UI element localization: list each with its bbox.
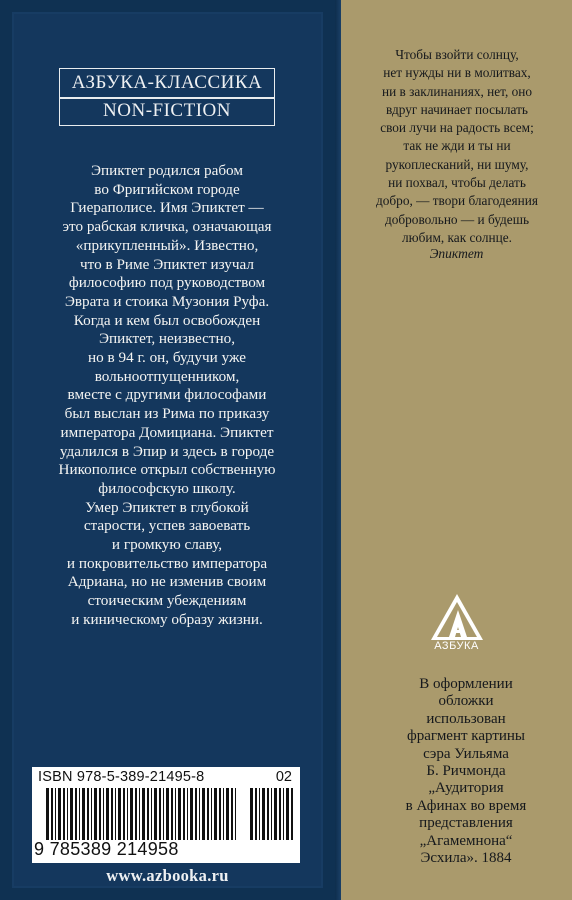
quote-line: рукоплесканий, ни шуму, <box>385 156 529 172</box>
barcode-bar <box>202 788 205 840</box>
barcode-bar <box>91 788 92 840</box>
barcode-bar <box>279 788 281 840</box>
barcode-bar <box>99 788 101 840</box>
series-name: АЗБУКА-КЛАССИКА <box>71 72 263 93</box>
barcode-bar <box>211 788 212 840</box>
credit-line: представления <box>419 815 513 832</box>
barcode-bar <box>187 788 188 840</box>
description-line: но в 94 г. он, будучи уже <box>88 349 246 367</box>
barcode-bar <box>271 788 272 840</box>
barcode-bar <box>115 788 116 840</box>
barcode-bar <box>154 788 157 840</box>
description-line: императора Домициана. Эпиктет <box>60 423 274 441</box>
barcode-bar <box>55 788 56 840</box>
barcode-bar <box>262 788 265 840</box>
barcode-bar <box>267 788 269 840</box>
credit-line: Эсхила». 1884 <box>420 850 512 867</box>
barcode-bar <box>58 788 61 840</box>
quote-line: добровольно — и будешь <box>384 211 530 227</box>
description-line: Гиераполисе. Имя Эпиктет — <box>70 199 264 217</box>
barcode-bar <box>190 788 193 840</box>
description-line: это рабская кличка, означающая <box>62 218 272 236</box>
barcode-addon-bars <box>250 788 294 840</box>
series-subtitle: NON-FICTION <box>103 100 231 121</box>
barcode-bar <box>70 788 73 840</box>
barcode-bar <box>63 788 65 840</box>
quote-line: вдруг начинает посылать <box>386 101 528 117</box>
description-line: Эпиктет родился рабом <box>91 162 243 179</box>
barcode-bar <box>214 788 217 840</box>
barcode-bar <box>111 788 113 840</box>
cover-art-credit <box>381 676 551 867</box>
barcode-bar <box>166 788 169 840</box>
series-label-box <box>59 68 275 126</box>
credit-line: Б. Ричмонда <box>426 763 506 780</box>
barcode-bar <box>79 788 80 840</box>
book-description <box>22 162 312 630</box>
barcode-bar <box>94 788 97 840</box>
description-line: «прикупленный». Известно, <box>75 236 259 254</box>
barcode-bar <box>151 788 152 840</box>
series-divider <box>60 97 274 99</box>
barcode-digits: 9 785389 214958 <box>34 839 179 859</box>
barcode-bar <box>199 788 200 840</box>
quote-line: так не жди и ты ни <box>403 138 511 154</box>
description-line: Умер Эпиктет в глубокой <box>85 498 249 516</box>
description-line: и покровительство императора <box>66 554 268 572</box>
barcode-bar <box>103 788 104 840</box>
publisher-website: www.azbooka.ru <box>106 866 229 885</box>
barcode-bar <box>219 788 221 840</box>
description-line: что в Риме Эпиктет изучал <box>80 255 254 273</box>
credit-line: сэра Уильяма <box>423 745 509 762</box>
barcode-bar <box>135 788 137 840</box>
quote-line: добро, — твори благодеяния <box>376 193 538 209</box>
barcode-bar <box>291 788 293 840</box>
description-line: философскую школу. <box>98 479 236 497</box>
credit-line: „Агамемнона“ <box>419 832 513 849</box>
credit-line: в Афинах во время <box>405 797 527 814</box>
credit-line: обложки <box>438 693 494 710</box>
barcode-bar <box>175 788 176 840</box>
quote-line: ни похвал, чтобы делать <box>388 175 526 191</box>
barcode-bar <box>163 788 164 840</box>
quote-line: ни в заклинаниях, нет, оно <box>381 83 533 99</box>
barcode-bar <box>51 788 53 840</box>
barcode-bar <box>46 788 49 840</box>
barcode-bar <box>226 788 229 840</box>
description-line: Когда и кем был освобожден <box>73 311 261 329</box>
quote-line: Чтобы взойти солнцу, <box>395 47 519 62</box>
quote-line: свои лучи на радость всем; <box>380 120 534 136</box>
description-line: Эврата и стоика Музония Руфа. <box>64 292 270 310</box>
barcode-bar <box>118 788 121 840</box>
barcode-bar <box>231 788 233 840</box>
quote-line: любим, как солнце. <box>402 229 512 245</box>
credit-line: использован <box>426 710 506 727</box>
barcode-bar <box>159 788 161 840</box>
credit-line: фрагмент картины <box>406 728 526 745</box>
barcode-bar <box>147 788 149 840</box>
barcode-bar <box>127 788 128 840</box>
quote-line: нет нужды ни в молитвах, <box>383 65 531 81</box>
barcode-bar <box>139 788 140 840</box>
barcode-bar <box>207 788 209 840</box>
credit-line: В оформлении <box>419 676 513 692</box>
barcode-bar <box>183 788 185 840</box>
description-line: во Фригийском городе <box>94 180 240 198</box>
publisher-name: АЗБУКА <box>434 640 479 652</box>
barcode-addon-number: 02 <box>275 769 292 785</box>
barcode-bar <box>286 788 289 840</box>
barcode-bar <box>130 788 133 840</box>
barcode-bar <box>178 788 181 840</box>
barcode-bar <box>171 788 173 840</box>
barcode-bar <box>123 788 125 840</box>
description-line: и громкую славу, <box>111 536 223 554</box>
description-line: Адриана, но не изменив своим <box>67 573 267 591</box>
barcode-bar <box>255 788 257 840</box>
description-line: Эпиктет, неизвестно, <box>98 330 236 348</box>
barcode-bar <box>223 788 224 840</box>
description-line: был выслан из Рима по приказу <box>64 405 270 423</box>
description-line: Никополисе открыл собственную <box>58 461 276 479</box>
description-line: старости, успев завоевать <box>83 517 251 535</box>
barcode-bar <box>259 788 260 840</box>
quote-author: Эпиктет <box>429 246 484 261</box>
barcode-bar <box>75 788 77 840</box>
barcode-bar <box>67 788 68 840</box>
isbn-number: ISBN 978-5-389-21495-8 <box>38 769 205 785</box>
description-line: вольноотпущенником, <box>94 367 240 385</box>
barcode-bar <box>142 788 145 840</box>
barcode-bars <box>46 788 236 840</box>
description-line: философию под руководством <box>68 274 266 292</box>
barcode-bar <box>274 788 277 840</box>
description-line: стоическим убеждениям <box>87 592 247 610</box>
epigraph-quote <box>350 46 564 247</box>
credit-line: „Аудитория <box>428 780 504 797</box>
barcode-bar <box>283 788 284 840</box>
barcode-bar <box>82 788 85 840</box>
description-line: вместе с другими философами <box>67 386 267 404</box>
isbn-barcode <box>32 767 300 863</box>
barcode-bar <box>106 788 109 840</box>
description-line: удалился в Эпир и здесь в городе <box>59 442 275 460</box>
barcode-bar <box>87 788 89 840</box>
barcode-bar <box>195 788 197 840</box>
barcode-bar <box>250 788 253 840</box>
barcode-bar <box>235 788 236 840</box>
description-line: и киническому образу жизни. <box>71 610 263 628</box>
